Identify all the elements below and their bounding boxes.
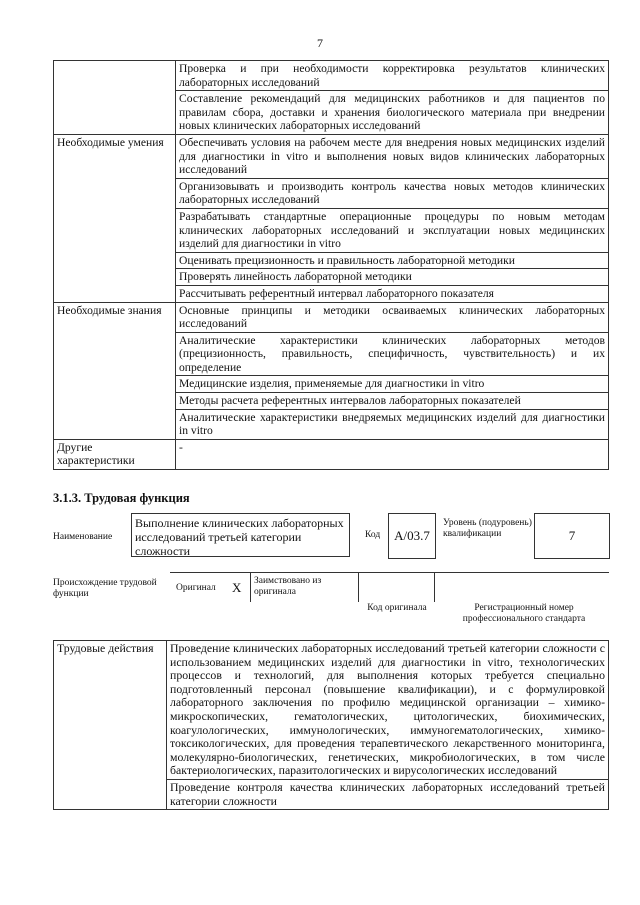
origin-label: Происхождение трудовой функции (53, 578, 157, 599)
divider (434, 572, 435, 602)
table-cell: Проверять линейность лабораторной методики (176, 269, 609, 286)
code-label: Код (365, 530, 381, 540)
level-box: 7 (534, 513, 610, 559)
original-label: Оригинал (176, 583, 216, 593)
table-cell: Методы расчета референтных интервалов лабораторных показателей (176, 393, 609, 410)
row-label-empty (54, 61, 176, 135)
skills-knowledge-table (53, 60, 609, 470)
actions-table (53, 640, 609, 810)
name-label: Наименование (53, 532, 113, 542)
table-cell: Проведение контроля качества клинических лабораторных исследований третьей категории сложности (167, 779, 609, 809)
divider (358, 572, 359, 602)
row-label-actions: Трудовые действия (54, 641, 167, 810)
row-label-skills: Необходимые умения (54, 134, 176, 302)
table-cell: Аналитические характеристики клинических лабораторных методов (прецизионность, правильность, специфичность, чувствительность) и их определение (176, 332, 609, 376)
row-label-other: Другие характеристики (54, 439, 176, 469)
table-cell: Аналитические характеристики внедряемых медицинских изделий для диагностики in vitro (176, 409, 609, 439)
table-cell: Медицинские изделия, применяемые для диагностики in vitro (176, 376, 609, 393)
table-cell: - (176, 439, 609, 469)
code-original-label: Код оригинала (367, 603, 427, 613)
divider (250, 572, 251, 602)
page-number: 7 (317, 36, 323, 50)
table-cell: Организовывать и производить контроль качества новых методов клинических лабораторных исследований (176, 178, 609, 208)
table-cell: Обеспечивать условия на рабочем месте для внедрения новых медицинских изделий для диагностики in vitro и выполнения новых видов клинических лабораторных исследований (176, 134, 609, 178)
code-box: A/03.7 (388, 513, 436, 559)
table-cell: Основные принципы и методики осваиваемых клинических лабораторных исследований (176, 302, 609, 332)
original-mark: X (232, 580, 242, 595)
reg-number-label: Регистрационный номер профессионального стандарта (462, 603, 586, 624)
section-title: 3.1.3. Трудовая функция (53, 491, 190, 505)
borrowed-label: Заимствовано из оригинала (254, 576, 322, 597)
level-label: Уровень (подуровень) квалификации (443, 518, 532, 539)
table-cell: Проведение клинических лабораторных исследований третьей категории сложности с использованием медицинских изделий для диагностики in vitro, технологических процессов и технологий, для выполнения которых требуется специально подготовленный персонал (повышение квалификации), и с формулировкой лабораторного заключения по профилю медицинской организации – химико-микроскопических, гематологических, цитологических, биохимических, коагулологических, иммунологических, иммуногематологических, химико-токсикологических, для проведения терапевтического лекарственного мониторинга, молекулярно-биологических, генетических, микробиологических, в том числе бактериологических, паразитологических и вирусологических исследований (167, 641, 609, 780)
row-label-knowledge: Необходимые знания (54, 302, 176, 439)
table-cell: Рассчитывать референтный интервал лабораторного показателя (176, 285, 609, 302)
function-name-box: Выполнение клинических лабораторных исследований третьей категории сложности (131, 513, 350, 557)
table-cell: Оценивать прецизионность и правильность лабораторной методики (176, 252, 609, 269)
table-cell: Разрабатывать стандартные операционные процедуры по новым методам клинических лабораторных исследований и эксплуатации новых медицинских изделий для диагностики in vitro (176, 208, 609, 252)
table-cell: Составление рекомендаций для медицинских работников и для пациентов по правилам сбора, доставки и хранения биологического материала при внедрении новых клинических лабораторных исследований (176, 91, 609, 135)
table-cell: Проверка и при необходимости корректировка результатов клинических лабораторных исследований (176, 61, 609, 91)
